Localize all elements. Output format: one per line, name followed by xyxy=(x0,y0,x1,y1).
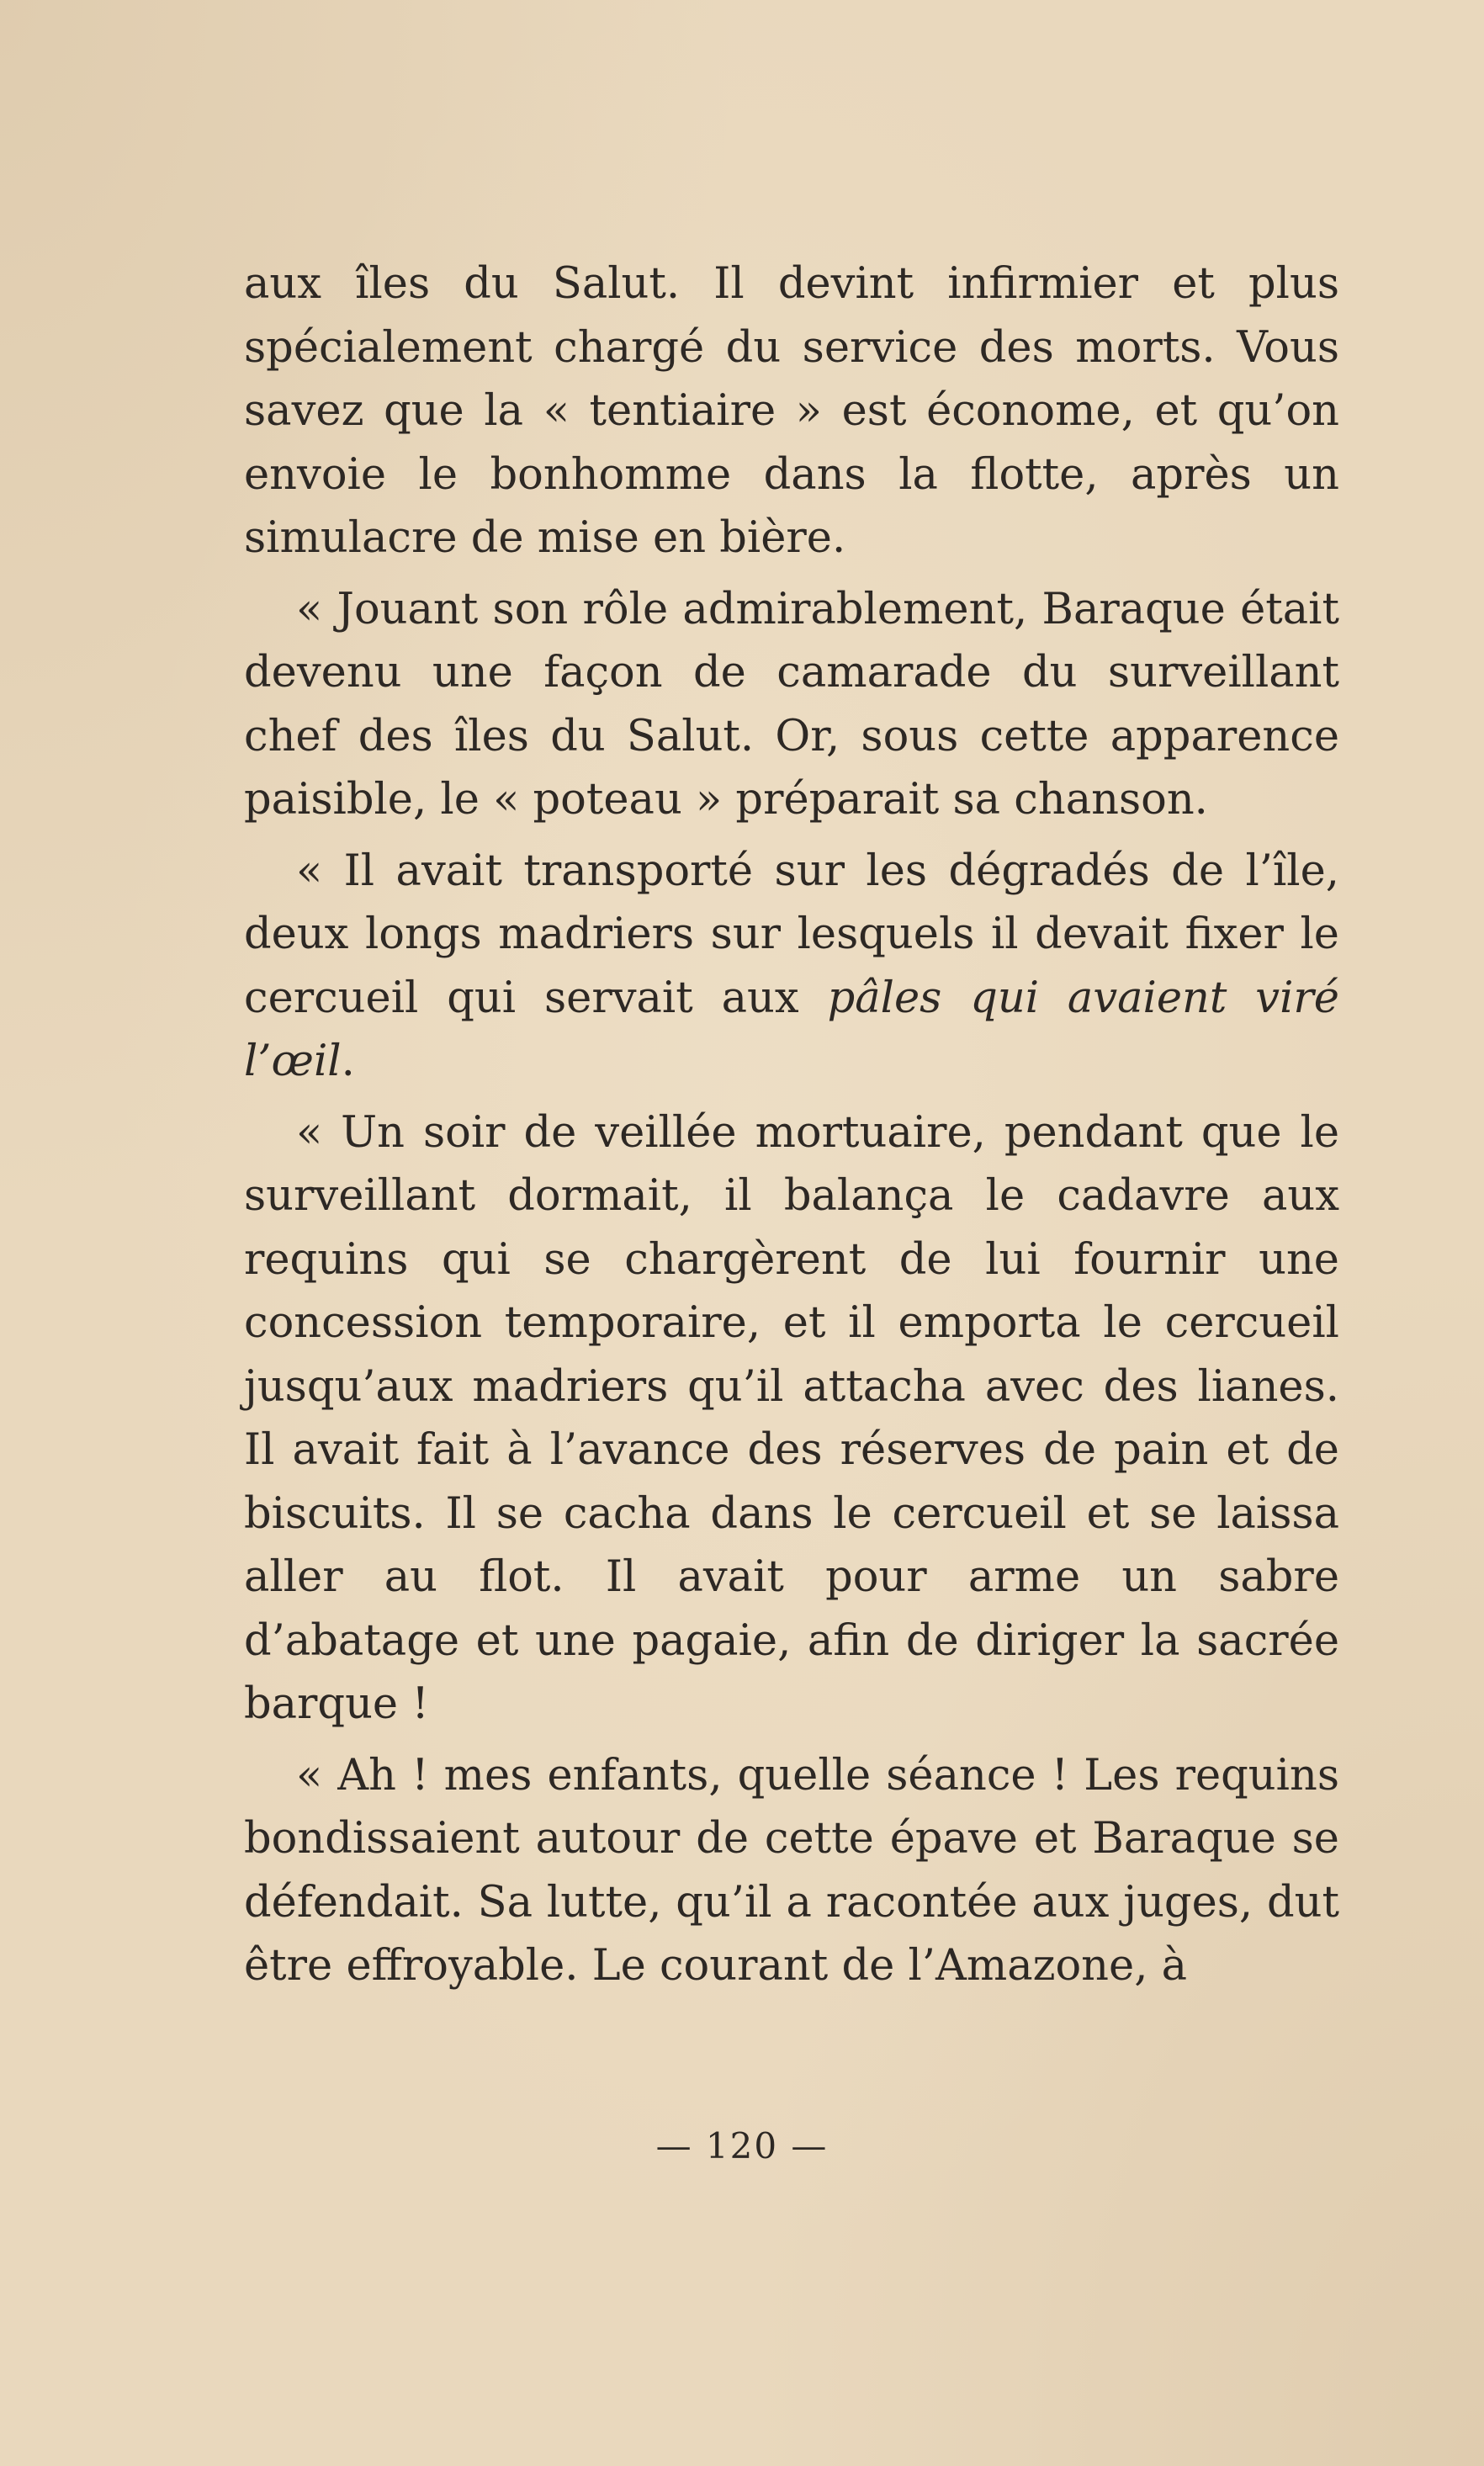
paragraph-3-italic: pâles qui avaient viré l’œil xyxy=(244,973,1339,1086)
paragraph-3-end: . xyxy=(341,1037,355,1086)
paragraph-2: « Jouant son rôle admirablement, Baraque était devenu une façon de camarade du surveillant chef des îles du Salut. Or, sous cette apparence paisible, le « poteau » préparait sa chanson. xyxy=(244,584,1339,825)
paragraph-3 xyxy=(244,840,1339,1094)
paragraph-1: aux îles du Salut. Il devint infirmier et plus spécialement chargé du service des morts. Vous savez que la « tentiaire » est économe, et qu’on envoie le bonhomme dans la flotte, après un simulacre de mise en bière. xyxy=(244,259,1339,563)
body-text xyxy=(244,252,1339,2006)
paragraph-5: « Ah ! mes enfants, quelle séance ! Les requins bondissaient autour de cette épave et Baraque se défendait. Sa lutte, qu’il a racontée aux juges, dut être effroyable. Le courant de l’Amazone, à xyxy=(244,1750,1339,1991)
page-number: — 120 — xyxy=(655,2125,829,2166)
paragraph-4: « Un soir de veillée mortuaire, pendant que le surveillant dormait, il balança le cadavre aux requins qui se chargèrent de lui fournir une concession temporaire, et il emporta le cercueil jusqu’aux madriers qu’il attacha avec des lianes. Il avait fait à l’avance des réserves de pain et de biscuits. Il se cacha dans le cercueil et se laissa aller au flot. Il avait pour arme un sabre d’abatage et une pagaie, afin de diriger la sacrée barque ! xyxy=(244,1107,1339,1729)
paragraph-3-text: « Il avait transporté sur les dégradés de l’île, deux longs madriers sur lesquels il devait fixer le cercueil qui servait aux xyxy=(244,846,1339,1023)
